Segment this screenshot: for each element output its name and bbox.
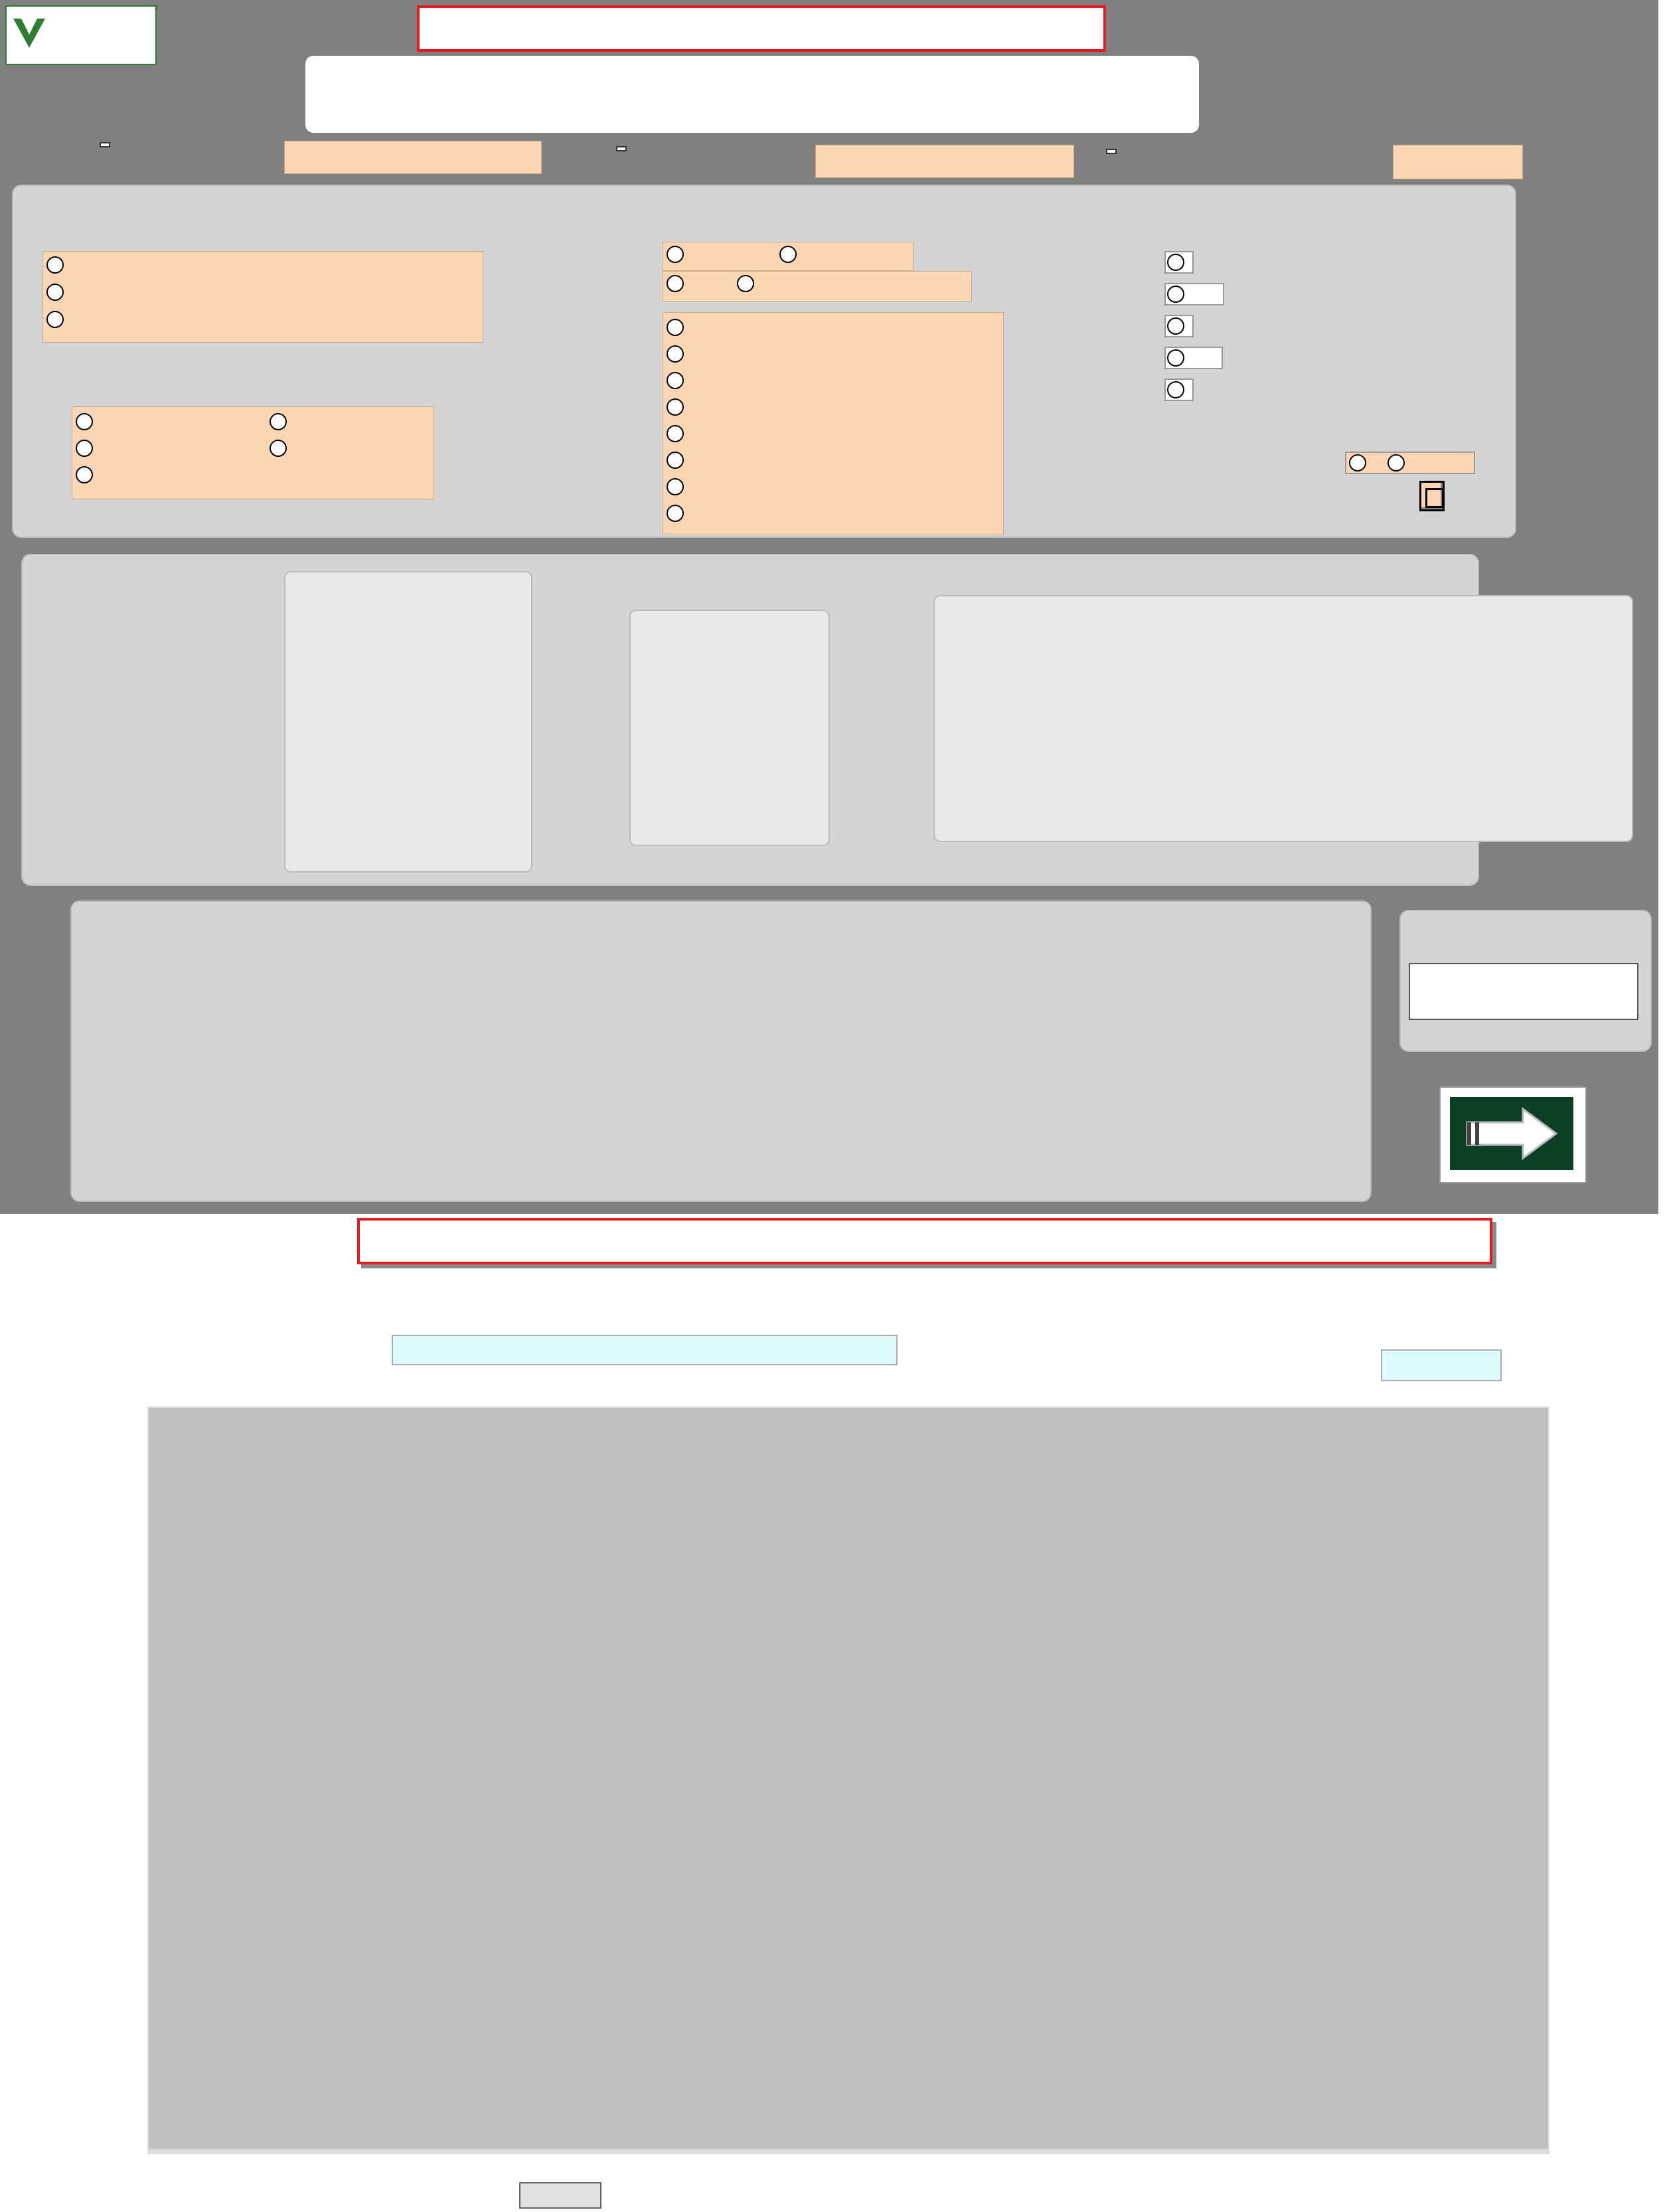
equipo-option[interactable] bbox=[1164, 347, 1223, 369]
radio-icon bbox=[667, 452, 684, 469]
radio-icon bbox=[46, 256, 64, 274]
consentimiento-option[interactable] bbox=[46, 256, 68, 274]
radio-icon bbox=[667, 478, 684, 495]
radio-icon bbox=[76, 466, 93, 483]
consentimiento-option[interactable] bbox=[46, 311, 68, 328]
tiempo-input[interactable] bbox=[1393, 145, 1523, 179]
posicion-option[interactable] bbox=[270, 413, 291, 430]
resp-group bbox=[663, 312, 1004, 535]
historia-box[interactable] bbox=[305, 56, 1199, 133]
consentimiento-group bbox=[42, 251, 483, 343]
radio-icon bbox=[667, 505, 684, 522]
equipo-option[interactable] bbox=[1164, 315, 1194, 337]
hemo-option[interactable] bbox=[667, 246, 688, 263]
radio-icon bbox=[667, 275, 684, 292]
radio-icon bbox=[1167, 317, 1184, 335]
vias-box bbox=[629, 610, 830, 846]
hora-label bbox=[100, 142, 110, 147]
destino-input[interactable] bbox=[815, 145, 1074, 178]
equipo-option[interactable] bbox=[1164, 251, 1194, 274]
radio-icon bbox=[1388, 454, 1405, 471]
resp-option[interactable] bbox=[667, 345, 688, 363]
posicion-option[interactable] bbox=[76, 413, 97, 430]
radio-icon bbox=[270, 440, 287, 457]
radio-icon bbox=[1167, 286, 1184, 303]
dispositivos-box bbox=[284, 571, 532, 873]
radio-icon bbox=[667, 425, 684, 442]
radio-icon bbox=[667, 246, 684, 263]
radio-icon bbox=[1349, 454, 1366, 471]
bombas-box bbox=[933, 595, 1633, 842]
drugs-panel bbox=[70, 900, 1372, 1202]
radio-icon bbox=[1167, 349, 1184, 367]
radio-icon bbox=[46, 284, 64, 301]
hist-option[interactable] bbox=[1345, 452, 1475, 474]
posicion-option[interactable] bbox=[76, 466, 97, 483]
posicion-group bbox=[72, 406, 434, 499]
hospital-logo bbox=[5, 5, 157, 65]
radio-icon bbox=[46, 311, 64, 328]
radio-icon bbox=[1167, 381, 1184, 398]
consentimiento-option[interactable] bbox=[46, 284, 68, 301]
radio-icon bbox=[76, 440, 93, 457]
resp-option[interactable] bbox=[667, 425, 688, 442]
radio-icon bbox=[270, 413, 287, 430]
verif-destino-input[interactable] bbox=[392, 1335, 898, 1365]
radio-icon bbox=[779, 246, 797, 263]
radio-icon bbox=[667, 372, 684, 389]
radio-icon bbox=[737, 275, 754, 292]
arrow-right-icon bbox=[1450, 1097, 1573, 1170]
radio-icon bbox=[667, 319, 684, 336]
equipo-option[interactable] bbox=[1164, 283, 1224, 305]
posicion-option[interactable] bbox=[270, 440, 291, 457]
hemo-option[interactable] bbox=[779, 246, 801, 263]
resp-option[interactable] bbox=[667, 372, 688, 389]
verif-tiempo-input[interactable] bbox=[1381, 1349, 1502, 1381]
posicion-option[interactable] bbox=[76, 440, 97, 457]
radio-icon bbox=[1167, 254, 1184, 271]
hora-input[interactable] bbox=[284, 141, 542, 174]
tiempo-label bbox=[1106, 149, 1117, 154]
vent-option[interactable] bbox=[667, 275, 688, 292]
com-checkbox[interactable] bbox=[1419, 481, 1445, 511]
resp-option[interactable] bbox=[667, 478, 688, 495]
resp-option[interactable] bbox=[667, 398, 688, 416]
povisa-logo-icon bbox=[9, 13, 49, 53]
verification-panel bbox=[147, 1406, 1549, 2150]
radio-icon bbox=[667, 398, 684, 416]
resp-option[interactable] bbox=[667, 319, 688, 336]
hora-button[interactable] bbox=[519, 2182, 601, 2209]
resp-option[interactable] bbox=[667, 452, 688, 469]
resp-option[interactable] bbox=[667, 505, 688, 522]
next-button[interactable] bbox=[1439, 1086, 1587, 1183]
vent-group bbox=[663, 271, 972, 301]
medico-input[interactable] bbox=[1409, 963, 1638, 1020]
radio-icon bbox=[667, 345, 684, 363]
equipo-option[interactable] bbox=[1164, 379, 1194, 401]
verification-title bbox=[357, 1218, 1492, 1264]
destino-label bbox=[616, 146, 627, 151]
radio-icon bbox=[76, 413, 93, 430]
vent-option[interactable] bbox=[737, 275, 758, 292]
planning-title bbox=[417, 5, 1106, 52]
